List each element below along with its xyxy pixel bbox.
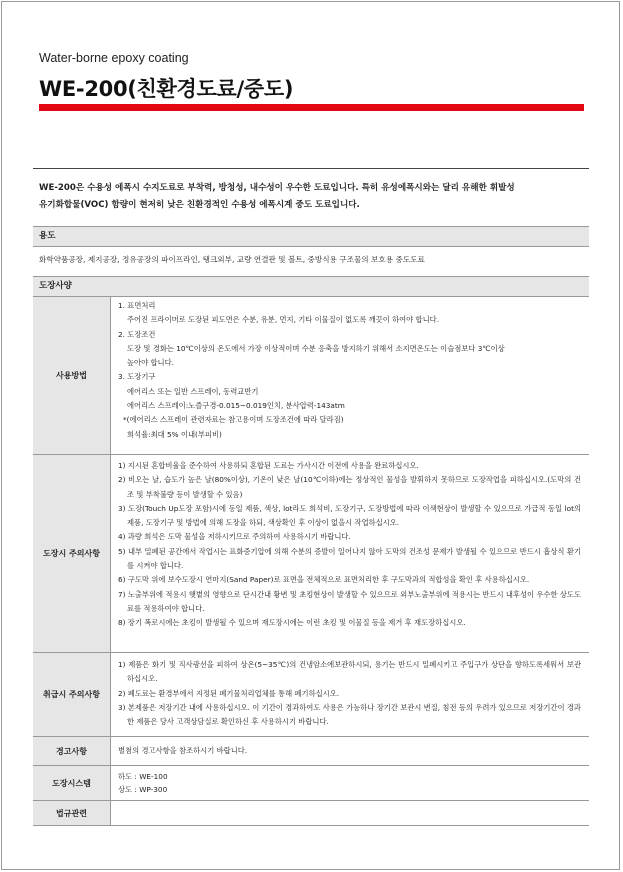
system-row (33, 766, 589, 801)
spec-heading: 도장사양 (33, 276, 589, 297)
row-label: 법규관련 (33, 801, 111, 825)
handling-item: 2) 폐도료는 환경부에서 지정된 폐기물처리업체를 통해 폐기하십시오. (118, 688, 340, 698)
caution-item: 2) 비오는 날, 습도가 높은 날(80%이상), 기온이 낮은 날(10℃이하)에는 정상적인 물성을 발휘하지 못하므로 도장작업을 피하십시오.(도막의 건조 및 부착불량 등이 발생할 수 있음) (118, 475, 581, 499)
system-line: 상도 : WP-300 (118, 785, 168, 794)
usage-heading: 용도 (33, 226, 589, 247)
caution-item: 7) 노출부위에 적용시 햇볕의 영향으로 단시간내 황변 및 초킹현상이 발생할 수 있으므로 외부노출부위에 적용시는 반드시 내후성이 우수한 상도도료를 적용하여야 합니다. (118, 589, 581, 613)
method-line: 도장 및 경화는 10℃이상의 온도에서 가장 이상적이며 수분 응축을 방지하기 위해서 소지면온도는 이슬점보다 3℃이상 (127, 343, 505, 353)
caution-item: 8) 장기 폭로시에는 초킹이 발생될 수 있으며 재도장시에는 이런 초킹 및 이물질 등을 제거 후 재도장하십시오. (118, 618, 466, 628)
system-line: 하도 : WE-100 (118, 772, 168, 781)
warning-content (111, 737, 589, 765)
product-subtitle: Water-borne epoxy coating (39, 51, 189, 65)
intro-line: WE-200은 수용성 에폭시 수지도료로 부착력, 방청성, 내수성이 우수한 도료입니다. 특히 유성에폭시와는 달리 유해한 휘발성 (39, 183, 515, 193)
caution-item: 1) 지시된 혼합비율을 준수하여 사용하되 혼합된 도료는 가사시간 이전에 사용을 완료하십시오. (118, 461, 419, 470)
caution-item: 5) 내부 밀폐된 공간에서 작업시는 표화증기압에 의해 수분의 증발이 일어나지 않아 도막의 건조성 문제가 발생될 수 있으므로 반드시 흡상식 환기를 시켜야 합니다. (118, 546, 581, 571)
caution-content (111, 455, 589, 652)
warning-text: 별첨의 경고사항을 참조하시기 바랍니다. (118, 745, 248, 755)
handling-row (33, 653, 589, 737)
row-label: 사용방법 (33, 297, 111, 454)
method-line: 주어진 프라이머로 도장된 피도면은 수분, 유분, 먼지, 기타 이물질이 없도록 깨끗이 하여야 합니다. (127, 315, 440, 325)
method-line: 2. 도장조건 (118, 329, 156, 339)
spec-sheet (33, 168, 589, 826)
title-accent-bar (39, 104, 584, 111)
caution-item: 6) 구도막 위에 보수도장시 연마지(Sand Paper)로 표면을 전체적으로 표면처리한 후 구도막과의 적합성을 확인 후 사용하십시오. (118, 575, 530, 585)
row-label: 경고사항 (33, 737, 111, 765)
row-label: 도장시스템 (33, 766, 111, 800)
method-line: *(에어리스 스프레이 관련자료는 참고용이며 도장조건에 따라 달라짐) (123, 415, 344, 425)
caution-item: 3) 도장(Touch Up도장 포함)시에 동일 제품, 색상, lot라도 희석비, 도장기구, 도장방법에 따라 이색현상이 발생할 수 있으므로 가급적 동일 lot의 제품, 도장기구 및 방법에 의해 도장을 하되, 색상확인 후 이상이 없을시 작업하십시오. (118, 503, 581, 528)
method-line: 3. 도장기구 (118, 372, 156, 382)
row-label: 도장시 주의사항 (33, 455, 111, 652)
method-line: 높아야 합니다. (127, 358, 174, 368)
method-content (111, 297, 589, 454)
caution-row (33, 455, 589, 653)
method-line: 에어리스 스프레이:노즐구경-0.015~0.019인치, 분사압력-143atm (127, 401, 345, 411)
method-line: 에어리스 또는 일반 스프레이, 동력교반기 (127, 386, 259, 396)
handling-item: 3) 본제품은 저장기간 내에 사용하십시오. 이 기간이 경과하여도 사용은 가능하나 장기간 보관시 변질, 침전 등의 우려가 있으므로 저장기간이 경과한 제품은 당사 고객상담실로 확인하신 후 사용하시기 바랍니다. (118, 702, 581, 727)
system-content (111, 766, 589, 800)
method-line: 희석율:최대 5% 이내(부피비) (127, 429, 222, 439)
caution-item: 4) 과량 희석은 도막 물성을 저하시키므로 주의하여 사용하시기 바랍니다. (118, 532, 351, 542)
regulation-row (33, 801, 589, 826)
row-label: 취급시 주의사항 (33, 653, 111, 736)
handling-item: 1) 제품은 화기 및 직사광선을 피하여 상온(5~35℃)의 건냉암소에보관하시되, 용기는 반드시 밀폐시키고 주입구가 상단을 향하도록세워서 보관하십시오. (118, 660, 581, 684)
method-row (33, 297, 589, 455)
usage-text: 화학약품공장, 제지공장, 정유공장의 파이프라인, 탱크외부, 교량 연결판 및 볼트, 중방식용 구조물의 보호용 중도도료 (39, 255, 425, 264)
regulation-content (111, 801, 589, 825)
intro-line: 유기화합물(VOC) 함량이 현저히 낮은 친환경적인 수용성 에폭시계 중도 도료입니다. (39, 200, 360, 210)
product-title: WE-200(친환경도료/중도) (39, 77, 294, 101)
method-line: 1. 표면처리 (118, 301, 156, 310)
intro-paragraph (33, 169, 589, 226)
handling-content (111, 653, 589, 736)
warning-row (33, 737, 589, 766)
